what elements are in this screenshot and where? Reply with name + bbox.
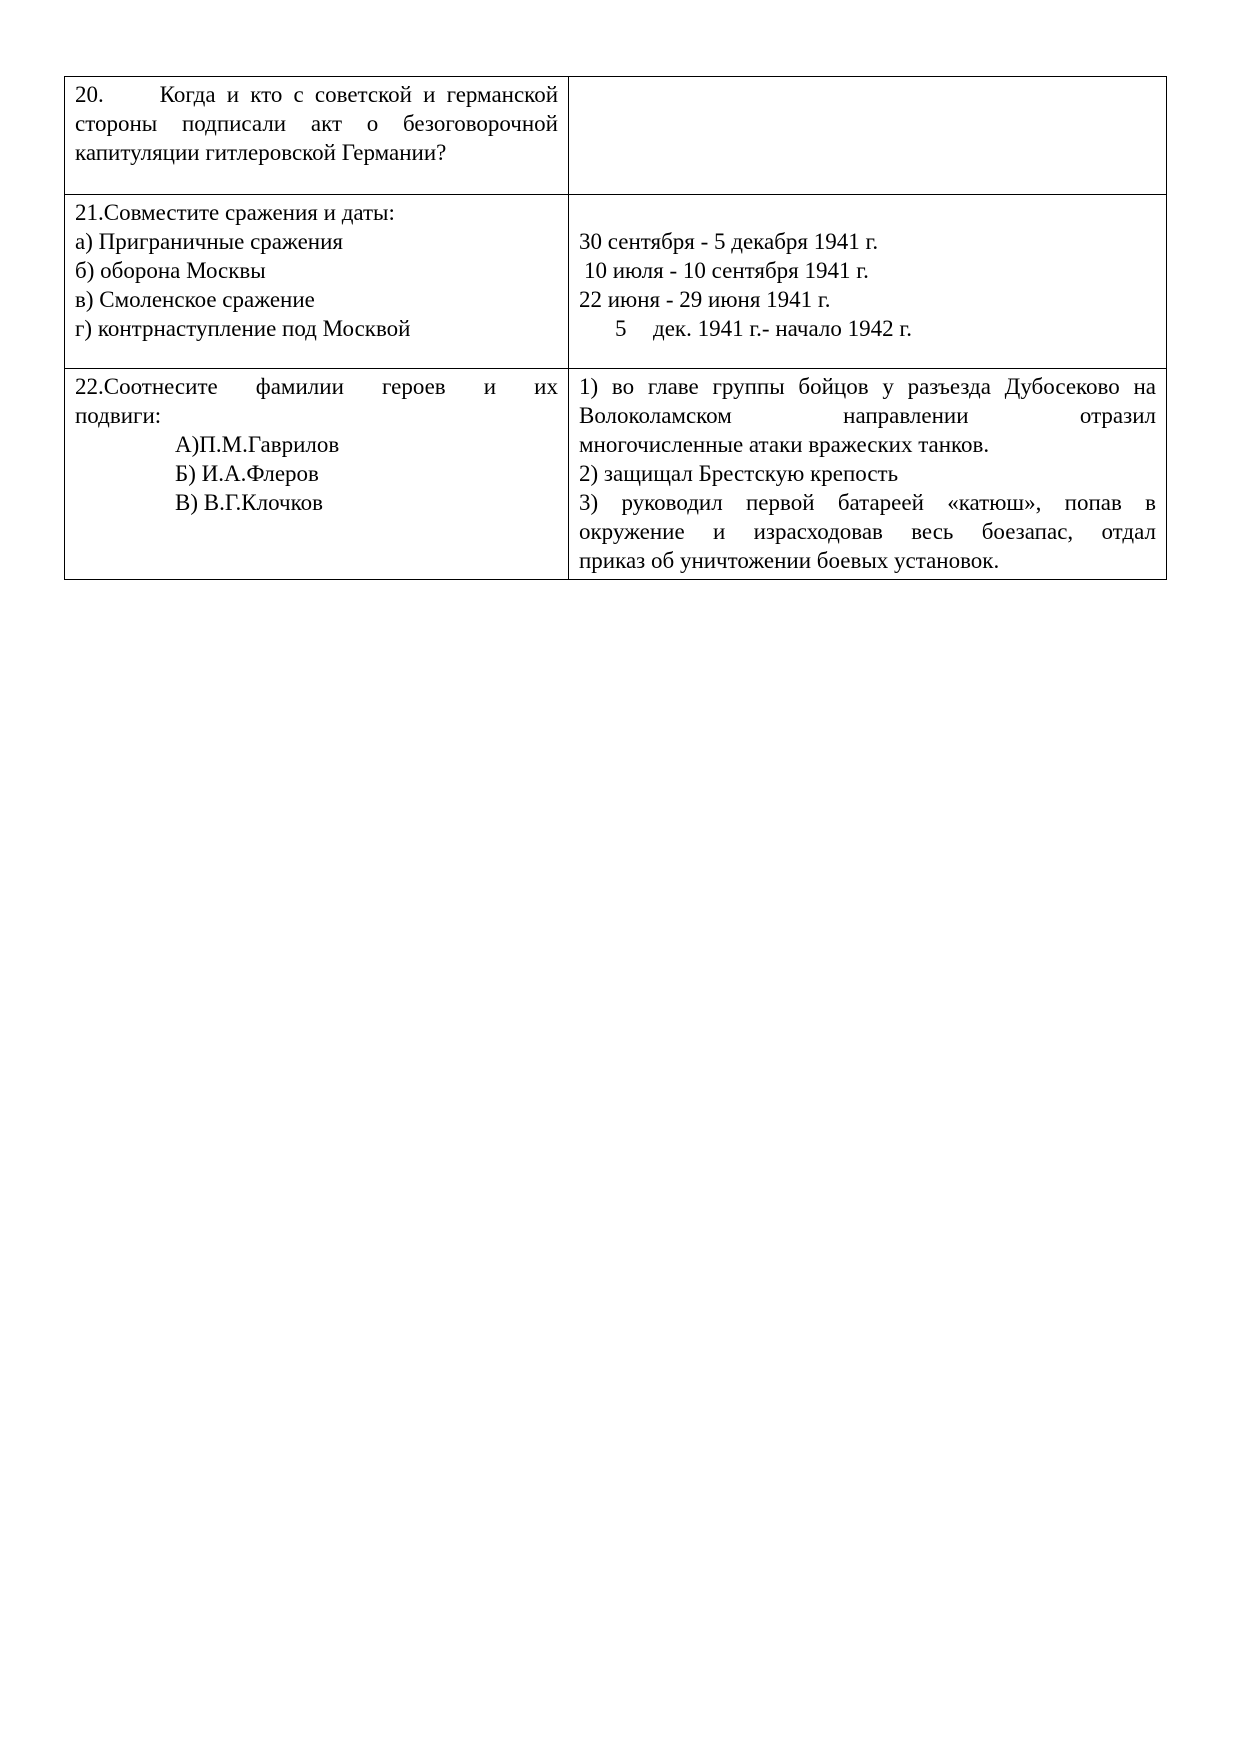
date-item: 30 сентября - 5 декабря 1941 г.: [579, 229, 879, 254]
date-item-4-text: дек. 1941 г.- начало 1942 г.: [653, 316, 912, 341]
feat-3-line-1: 3) руководил первой батареей «катюш», попав в: [579, 490, 1156, 515]
date-item: 10 июля - 10 сентября 1941 г.: [584, 258, 869, 283]
feat-1-line-3: многочисленные атаки вражеских танков.: [579, 432, 990, 457]
question-22-feats-cell: [569, 369, 1167, 580]
feat-3-line-2: окружение и израсходовав весь боезапас, отдал: [579, 519, 1156, 544]
hero-item: А)П.М.Гаврилов: [175, 432, 340, 457]
battle-item: в) Смоленское сражение: [75, 287, 315, 312]
question-21-cell: [65, 195, 569, 369]
question-22-row: [65, 369, 1167, 580]
question-20-row: [65, 77, 1167, 195]
spacer: [579, 198, 1156, 227]
question-21-text: 21.Совместите сражения и даты:: [75, 200, 395, 225]
quiz-table: [64, 76, 1167, 580]
question-22-text-line-1: 22.Соотнесите фамилии героев и их: [75, 374, 558, 399]
question-22-cell: [65, 369, 569, 580]
question-20-cell: [65, 77, 569, 195]
question-20-text: 20. Когда и кто с советской и германской стороны подписали акт о безоговорочной капитуляции гитлеровской Германии?: [75, 82, 558, 165]
battle-item: г) контрнаступление под Москвой: [75, 316, 411, 341]
feat-3-line-3: приказ об уничтожении боевых установок.: [579, 548, 1000, 573]
question-21-dates-cell: [569, 195, 1167, 369]
battle-item: а) Приграничные сражения: [75, 229, 343, 254]
feat-1-line-2: Волоколамском направлении отразил: [579, 403, 1156, 428]
feat-1-line-1: 1) во главе группы бойцов у разъезда Дубосеково на: [579, 374, 1156, 399]
battle-item: б) оборона Москвы: [75, 258, 266, 283]
feat-2: 2) защищал Брестскую крепость: [579, 461, 899, 486]
question-20-answer-cell: [569, 77, 1167, 195]
hero-item: Б) И.А.Флеров: [175, 461, 319, 486]
date-item-4-number: 5: [615, 316, 627, 341]
date-item-4: [579, 314, 1156, 343]
question-21-row: [65, 195, 1167, 369]
question-22-text-line-2: подвиги:: [75, 403, 162, 428]
date-item: 22 июня - 29 июня 1941 г.: [579, 287, 831, 312]
hero-item: В) В.Г.Клочков: [175, 490, 323, 515]
